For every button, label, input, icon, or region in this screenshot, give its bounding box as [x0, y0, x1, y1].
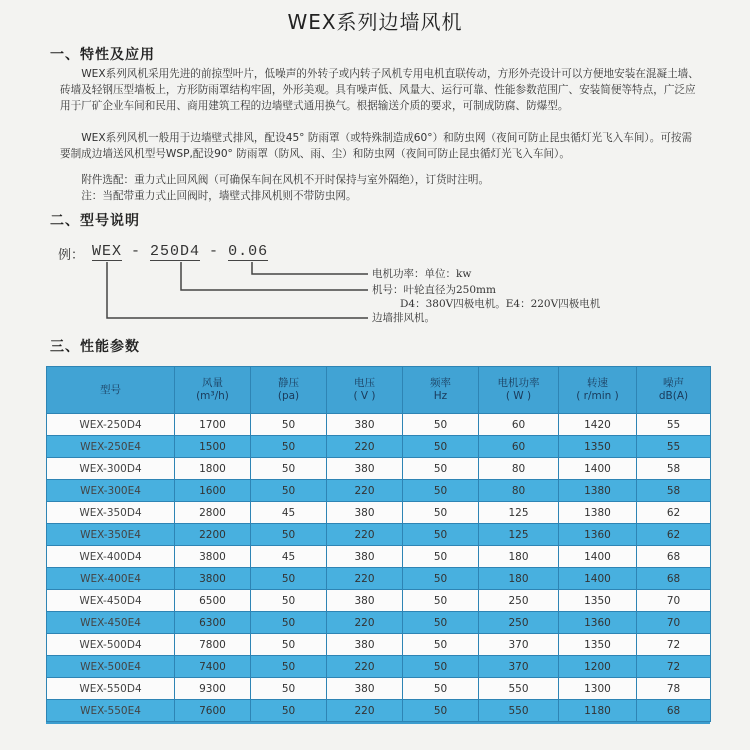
table-cell: 50: [251, 612, 327, 634]
table-cell: 1500: [175, 436, 251, 458]
table-cell: 72: [637, 656, 711, 678]
table-cell: WEX-400D4: [47, 546, 175, 568]
table-cell: 68: [637, 546, 711, 568]
table-cell: 250: [479, 612, 559, 634]
col-header-static-pressure: 静压 (pa): [251, 367, 327, 414]
table-row: [47, 612, 711, 634]
col-header-noise: 噪声 dB(A): [637, 367, 711, 414]
table-cell: 1600: [175, 480, 251, 502]
table-cell: 50: [403, 436, 479, 458]
table-cell: 370: [479, 634, 559, 656]
table-cell: 180: [479, 546, 559, 568]
table-cell: 50: [403, 568, 479, 590]
table-cell: 50: [251, 634, 327, 656]
table-cell: 380: [327, 458, 403, 480]
table-cell: 3800: [175, 546, 251, 568]
table-cell: 50: [251, 678, 327, 700]
table-cell: 50: [251, 436, 327, 458]
table-row: [47, 634, 711, 656]
table-cell: 380: [327, 590, 403, 612]
section-heading-performance: 三、性能参数: [50, 339, 140, 355]
table-row: [47, 568, 711, 590]
table-cell: 6500: [175, 590, 251, 612]
page-title: WEX系列边墙风机: [287, 10, 463, 34]
table-cell: 72: [637, 634, 711, 656]
col-header-speed: 转速 ( r/min ): [559, 367, 637, 414]
table-cell: 50: [403, 634, 479, 656]
table-cell: 2200: [175, 524, 251, 546]
table-cell: 1420: [559, 414, 637, 436]
table-cell: 220: [327, 480, 403, 502]
table-row: [47, 502, 711, 524]
table-cell: WEX-250D4: [47, 414, 175, 436]
table-cell: 220: [327, 524, 403, 546]
table-cell: 50: [251, 700, 327, 722]
table-cell: 70: [637, 612, 711, 634]
table-cell: 1360: [559, 524, 637, 546]
table-cell: 220: [327, 568, 403, 590]
table-cell: 1350: [559, 634, 637, 656]
table-cell: 180: [479, 568, 559, 590]
table-cell: 7800: [175, 634, 251, 656]
features-paragraph-1: WEX系列风机采用先进的前掠型叶片，低噪声的外转子或内转子风机专用电机直联传动，方形外壳设计可以方便地安装在混凝土墙、砖墙及轻钢压型墙板上，方形防雨罩结构牢固，外形美观。具有噪声低、风量大、运行可靠、性能参数范围广、安装简便等特点，广泛应用于厂矿企业车间和民用、商用建筑工程的边墙壁式通用换气。根据输送介质的要求，可制成防腐、防爆型。: [60, 68, 699, 112]
table-cell: 50: [403, 414, 479, 436]
table-cell: 7600: [175, 700, 251, 722]
table-cell: WEX-300E4: [47, 480, 175, 502]
table-cell: 1400: [559, 568, 637, 590]
table-cell: 1200: [559, 656, 637, 678]
leader-line-machine: [181, 262, 368, 290]
col-header-model: 型号: [47, 367, 175, 414]
table-cell: 2800: [175, 502, 251, 524]
table-cell: 3800: [175, 568, 251, 590]
table-row: [47, 700, 711, 722]
table-cell: 80: [479, 458, 559, 480]
table-cell: 62: [637, 524, 711, 546]
table-cell: WEX-500E4: [47, 656, 175, 678]
table-cell: 550: [479, 700, 559, 722]
remark-note: 注：当配带重力式止回阀时，墙壁式排风机则不带防虫网。: [81, 190, 357, 202]
performance-table: [46, 366, 711, 722]
table-cell: 45: [251, 546, 327, 568]
table-cell: 70: [637, 590, 711, 612]
table-cell: 1350: [559, 590, 637, 612]
table-cell: 1360: [559, 612, 637, 634]
table-cell: 50: [251, 458, 327, 480]
table-cell: 1380: [559, 480, 637, 502]
table-cell: 380: [327, 678, 403, 700]
table-cell: WEX-550E4: [47, 700, 175, 722]
table-cell: 1350: [559, 436, 637, 458]
table-cell: 55: [637, 436, 711, 458]
table-cell: 220: [327, 612, 403, 634]
table-cell: 62: [637, 502, 711, 524]
performance-table-frame: [46, 366, 710, 724]
table-cell: WEX-350E4: [47, 524, 175, 546]
table-cell: 250: [479, 590, 559, 612]
table-cell: 1400: [559, 546, 637, 568]
table-cell: 125: [479, 502, 559, 524]
table-cell: 50: [403, 480, 479, 502]
table-cell: 50: [403, 700, 479, 722]
table-cell: 50: [403, 612, 479, 634]
model-part-power: 0.06: [228, 243, 269, 260]
model-part-series: WEX: [92, 243, 123, 260]
table-cell: 50: [251, 414, 327, 436]
table-cell: WEX-350D4: [47, 502, 175, 524]
table-cell: 6300: [175, 612, 251, 634]
table-row: [47, 656, 711, 678]
table-cell: 380: [327, 546, 403, 568]
table-row: [47, 678, 711, 700]
table-cell: 50: [403, 678, 479, 700]
leader-line-power: [252, 262, 368, 274]
table-cell: 45: [251, 502, 327, 524]
section-heading-features: 一、特性及应用: [50, 47, 155, 63]
table-cell: 1180: [559, 700, 637, 722]
table-cell: 7400: [175, 656, 251, 678]
table-cell: 9300: [175, 678, 251, 700]
explain-power: 电机功率：单位：kw: [372, 268, 472, 280]
table-cell: 50: [403, 656, 479, 678]
model-part-dash-2: -: [209, 243, 220, 260]
table-cell: 220: [327, 436, 403, 458]
table-cell: 78: [637, 678, 711, 700]
features-paragraph-2: WEX系列风机一般用于边墙壁式排风，配设45° 防雨罩（或特殊制造成60°）和防虫网（夜间可防止昆虫循灯光飞入车间）。可按需要制成边墙送风机型号WSP,配设90° 防雨罩（防风、雨、尘）和防虫网（夜间可防止昆虫循灯光飞入车间）。: [60, 132, 693, 160]
table-cell: 125: [479, 524, 559, 546]
table-cell: 58: [637, 458, 711, 480]
table-cell: 50: [403, 502, 479, 524]
table-cell: 1700: [175, 414, 251, 436]
section-heading-model: 二、型号说明: [50, 213, 140, 229]
table-cell: 60: [479, 414, 559, 436]
accessories-note: 附件选配：重力式止回风阀（可确保车间在风机不开时保持与室外隔绝），订货时注明。: [81, 174, 490, 186]
col-header-motor-power: 电机功率 ( W ): [479, 367, 559, 414]
table-cell: 1380: [559, 502, 637, 524]
table-row: [47, 546, 711, 568]
model-part-machine-no: 250D4: [150, 243, 201, 260]
table-cell: WEX-400E4: [47, 568, 175, 590]
table-cell: 1400: [559, 458, 637, 480]
explain-fan-type: 边墙排风机。: [372, 312, 435, 324]
table-cell: WEX-250E4: [47, 436, 175, 458]
table-cell: WEX-300D4: [47, 458, 175, 480]
table-cell: 50: [251, 656, 327, 678]
table-cell: 220: [327, 700, 403, 722]
table-cell: 380: [327, 634, 403, 656]
table-cell: 50: [251, 568, 327, 590]
explain-motor-type: D4：380V四极电机。E4：220V四极电机: [400, 298, 601, 310]
table-cell: 380: [327, 502, 403, 524]
table-cell: 80: [479, 480, 559, 502]
table-cell: 380: [327, 414, 403, 436]
table-cell: 220: [327, 656, 403, 678]
col-header-voltage: 电压 ( V ): [327, 367, 403, 414]
table-row: [47, 524, 711, 546]
table-cell: 50: [403, 524, 479, 546]
table-cell: 50: [251, 480, 327, 502]
table-row: [47, 480, 711, 502]
explain-machine-number: 机号：叶轮直径为250mm: [372, 284, 496, 296]
table-row: [47, 436, 711, 458]
table-cell: 58: [637, 480, 711, 502]
table-cell: WEX-550D4: [47, 678, 175, 700]
table-cell: 550: [479, 678, 559, 700]
table-cell: WEX-500D4: [47, 634, 175, 656]
table-row: [47, 458, 711, 480]
table-cell: 55: [637, 414, 711, 436]
table-cell: WEX-450D4: [47, 590, 175, 612]
col-header-frequency: 频率 Hz: [403, 367, 479, 414]
col-header-airflow: 风量 (m³/h): [175, 367, 251, 414]
table-row: [47, 590, 711, 612]
table-cell: 370: [479, 656, 559, 678]
example-label: 例：: [58, 248, 85, 263]
table-cell: 68: [637, 700, 711, 722]
table-cell: 50: [403, 546, 479, 568]
table-cell: WEX-450E4: [47, 612, 175, 634]
model-part-dash-1: -: [131, 243, 142, 260]
table-cell: 1800: [175, 458, 251, 480]
table-header-row: [47, 367, 711, 414]
table-cell: 50: [403, 458, 479, 480]
table-cell: 68: [637, 568, 711, 590]
table-cell: 1300: [559, 678, 637, 700]
table-row: [47, 414, 711, 436]
table-cell: 60: [479, 436, 559, 458]
table-cell: 50: [251, 524, 327, 546]
table-cell: 50: [403, 590, 479, 612]
table-cell: 50: [251, 590, 327, 612]
